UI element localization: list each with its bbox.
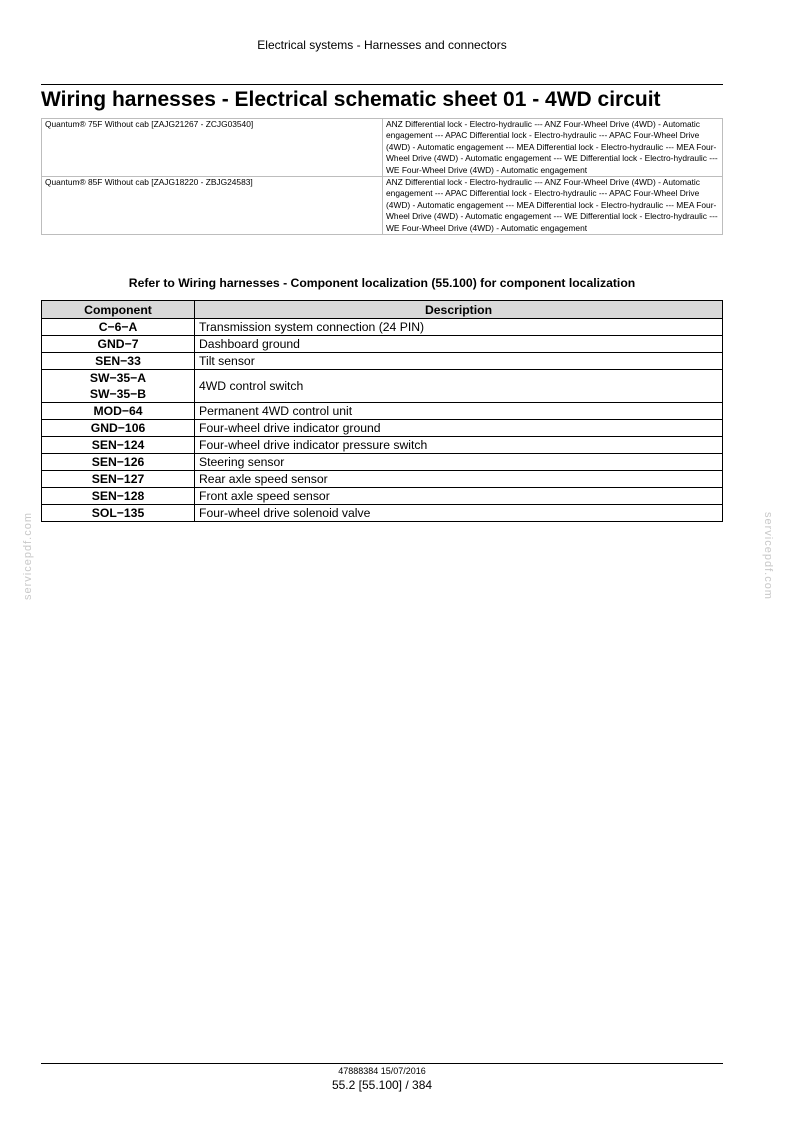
- component-column-header: Component: [42, 301, 195, 319]
- component-row: [42, 437, 723, 454]
- watermark-left: servicepdf.com: [22, 512, 34, 600]
- component-code: [42, 471, 195, 488]
- component-code: [42, 370, 195, 403]
- component-description: Front axle speed sensor: [195, 488, 723, 505]
- component-code: [42, 319, 195, 336]
- component-code-text: SEN−124: [91, 438, 145, 452]
- component-description: Dashboard ground: [195, 336, 723, 353]
- component-code-text: SW−35−A: [89, 371, 147, 385]
- component-code-text: GND−106: [90, 421, 146, 435]
- component-row: [42, 488, 723, 505]
- component-code-text: SOL−135: [91, 506, 145, 520]
- component-code: [42, 505, 195, 522]
- component-code: [42, 454, 195, 471]
- component-code-text: SEN−127: [91, 472, 145, 486]
- model-applicability-table: [41, 118, 723, 235]
- component-description: Permanent 4WD control unit: [195, 403, 723, 420]
- component-description: 4WD control switch: [195, 370, 723, 403]
- component-code-text: SEN−33: [95, 354, 141, 368]
- component-code-text: SW−35−B: [89, 387, 147, 401]
- component-description: Four-wheel drive indicator ground: [195, 420, 723, 437]
- component-description: Transmission system connection (24 PIN): [195, 319, 723, 336]
- component-code-text: GND−7: [97, 337, 139, 351]
- footer-divider: [41, 1063, 723, 1064]
- component-code-text: SEN−126: [91, 455, 145, 469]
- model-row: [42, 119, 723, 177]
- page-title: Wiring harnesses - Electrical schematic sheet 01 - 4WD circuit: [41, 88, 661, 111]
- header-divider: [41, 84, 723, 85]
- component-row: [42, 353, 723, 370]
- component-code: [42, 403, 195, 420]
- model-configuration: ANZ Differential lock - Electro-hydraulic --- ANZ Four-Wheel Drive (4WD) - Automatic engagement --- APAC Differential lock - Electro-hydraulic --- APAC Four-Wheel Drive (4WD) - Automatic engagement --- MEA Differential lock - Electro-hydraulic --- MEA Four-Wheel Drive (4WD) - Automatic engagement --- WE Differential lock - Electro-hydraulic --- WE Four-Wheel Drive (4WD) - Automatic engagement: [383, 177, 723, 235]
- component-code: [42, 353, 195, 370]
- model-name: Quantum® 75F Without cab [ZAJG21267 - ZCJG03540]: [42, 119, 383, 177]
- component-table-header: [42, 301, 723, 319]
- watermark-right: servicepdf.com: [762, 512, 774, 600]
- component-description: Tilt sensor: [195, 353, 723, 370]
- component-code: [42, 437, 195, 454]
- component-table: [41, 300, 723, 522]
- component-description: Steering sensor: [195, 454, 723, 471]
- component-row: [42, 319, 723, 336]
- component-row: [42, 420, 723, 437]
- description-column-header: Description: [195, 301, 723, 319]
- component-row: [42, 336, 723, 353]
- component-row: [42, 471, 723, 488]
- component-row: [42, 403, 723, 420]
- component-row: [42, 454, 723, 471]
- component-code-text: MOD−64: [93, 404, 143, 418]
- component-code-text: SEN−128: [91, 489, 145, 503]
- component-code: [42, 420, 195, 437]
- footer-page-reference: 55.2 [55.100] / 384: [331, 1078, 433, 1092]
- component-description: Four-wheel drive solenoid valve: [195, 505, 723, 522]
- model-name: Quantum® 85F Without cab [ZAJG18220 - ZBJG24583]: [42, 177, 383, 235]
- footer-document-reference: 47888384 15/07/2016: [338, 1066, 426, 1076]
- component-row: [42, 505, 723, 522]
- component-description: Rear axle speed sensor: [195, 471, 723, 488]
- model-row: [42, 177, 723, 235]
- component-row: [42, 370, 723, 403]
- component-description: Four-wheel drive indicator pressure switch: [195, 437, 723, 454]
- model-configuration: ANZ Differential lock - Electro-hydraulic --- ANZ Four-Wheel Drive (4WD) - Automatic engagement --- APAC Differential lock - Electro-hydraulic --- APAC Four-Wheel Drive (4WD) - Automatic engagement --- MEA Differential lock - Electro-hydraulic --- MEA Four-Wheel Drive (4WD) - Automatic engagement --- WE Differential lock - Electro-hydraulic --- WE Four-Wheel Drive (4WD) - Automatic engagement: [383, 119, 723, 177]
- component-table-body: [42, 319, 723, 522]
- component-code-text: C−6−A: [98, 320, 138, 334]
- component-code: [42, 488, 195, 505]
- section-header: Electrical systems - Harnesses and connectors: [257, 38, 507, 52]
- component-code: [42, 336, 195, 353]
- refer-note: Refer to Wiring harnesses - Component localization (55.100) for component localization: [128, 276, 636, 290]
